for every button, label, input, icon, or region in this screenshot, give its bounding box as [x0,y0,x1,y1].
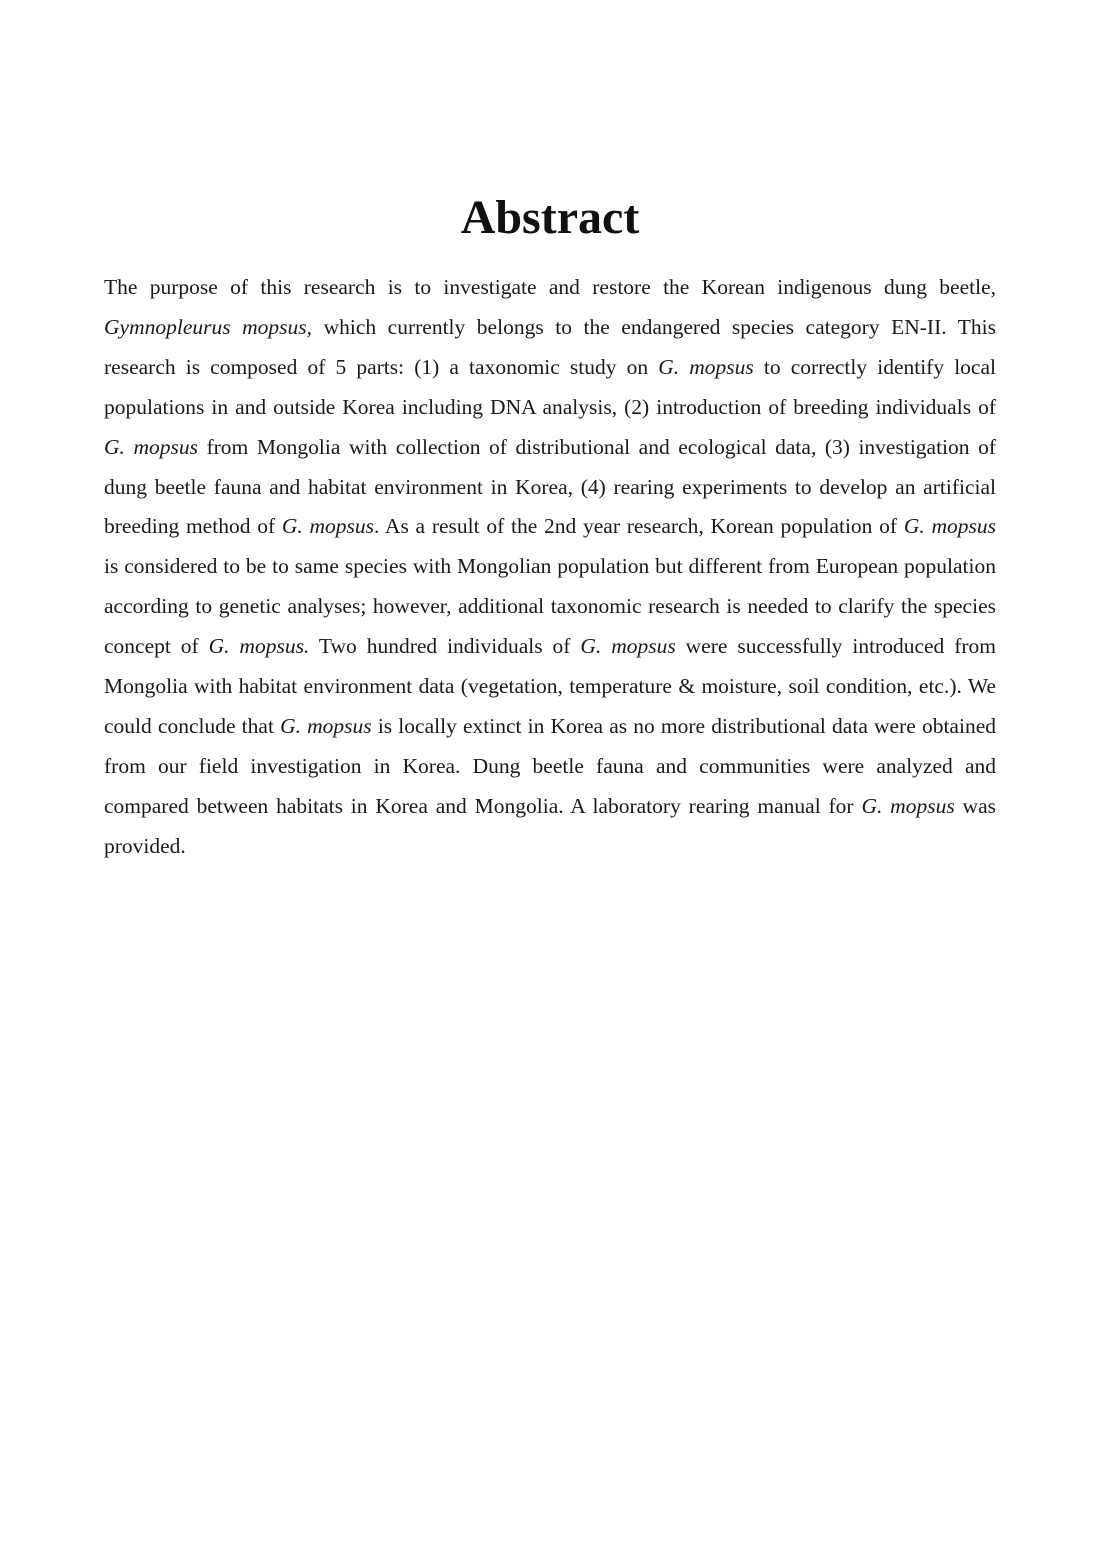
text-run: is considered to be to same species with Mongolian population but different from European population according to genetic analyses; however, additional taxonomic research is needed to clarify the species concept of [104,554,996,659]
text-run: . As a result of the 2nd year research, Korean population of [374,514,904,539]
text-run: which currently belongs to the endangered species category EN-II. This research is composed of 5 parts: (1) a taxonomic study on [104,314,997,379]
page-title: Abstract [460,191,640,244]
species-name: G. mopsus [580,634,676,659]
text-run: were successfully introduced from Mongolia with habitat environment data (vegetation, temperature & moisture, soil condition, etc.). We could conclude that [104,634,996,738]
text-run: is locally extinct in Korea as no more distributional data were obtained from our field investigation in Korea. Dung beetle fauna and communities were analyzed and compared between habitats in Korea and Mongolia. A laboratory rearing manual for [104,713,996,818]
species-name: G. mopsus [903,514,996,539]
species-name: G. mopsus. [208,634,310,659]
species-name: G. mopsus [280,713,372,738]
species-name: G. mopsus [861,793,955,818]
text-run: from Mongolia with collection of distributional and ecological data, (3) investigation of dung beetle fauna and habitat environment in Korea, (4) rearing experiments to develop an artificial breeding method of [104,434,996,539]
species-name: G. mopsus [658,354,754,379]
text-run: was provided. [104,793,996,858]
species-name: G. mopsus [104,434,198,459]
species-name: G. mopsus [281,514,374,539]
text-run: to correctly identify local populations in and outside Korea including DNA analysis, (2) introduction of breeding individuals of [104,354,996,419]
text-run: Two hundred individuals of [309,634,581,659]
text-run: The purpose of this research is to investigate and restore the Korean indigenous dung beetle, [104,275,996,299]
species-name: Gymnopleurus mopsus, [104,314,313,339]
abstract-paragraph [104,268,996,867]
